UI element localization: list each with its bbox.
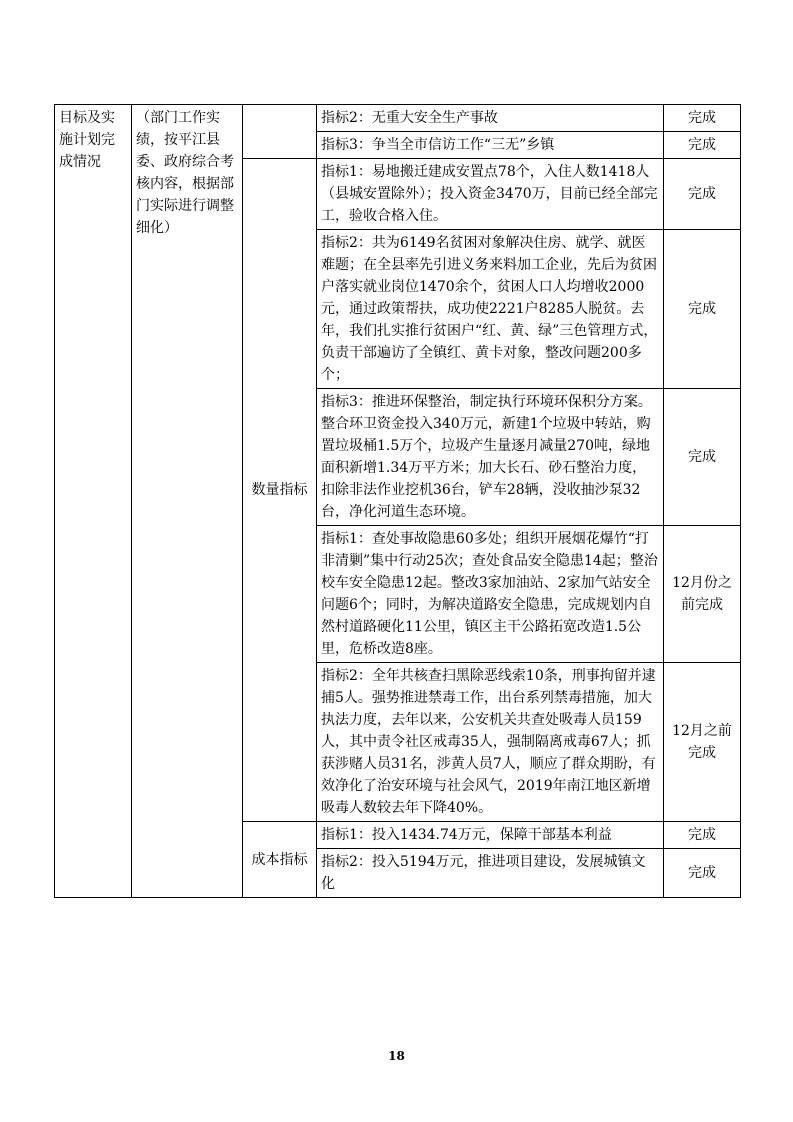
status-cell: 完成	[664, 822, 741, 849]
indicator-cell: 指标2：无重大安全生产事故	[317, 105, 664, 132]
status-cell: 完成	[664, 849, 741, 898]
indicator-cell: 指标1：易地搬迁建成安置点78个，入住人数1418人（县城安置除外）；投入资金3470万，目前已经全部完工，验收合格入住。	[317, 159, 664, 230]
indicator-cell: 指标3：争当全市信访工作“三无”乡镇	[317, 132, 664, 159]
status-cell: 12月份之前完成	[664, 526, 741, 663]
indicator-cell: 指标1：查处事故隐患60多处；组织开展烟花爆竹“打非清剿”集中行动25次；查处食品安全隐患14起；整治校车安全隐患12起。整改3家加油站、2家加气站安全问题6个；同时，为解决道路安全隐患，完成规划内自然村道路硬化11公里，镇区主干公路拓宽改造1.5公里，危桥改造8座。	[317, 526, 664, 663]
status-cell: 完成	[664, 105, 741, 132]
status-cell: 完成	[664, 230, 741, 389]
indicator-cell: 指标2：全年共核查扫黑除恶线索10条，刑事拘留并逮捕5人。强势推进禁毒工作，出台系列禁毒措施，加大执法力度，去年以来，公安机关共查处吸毒人员159人，其中责令社区戒毒35人，强制隔离戒毒67人；抓获涉赌人员31名，涉黄人员7人，顺应了群众期盼，有效净化了治安环境与社会风气，2019年南江地区新增吸毒人数较去年下降40%。	[317, 663, 664, 822]
section-label: 目标及实施计划完成情况	[55, 105, 132, 898]
status-cell: 12月之前完成	[664, 663, 741, 822]
indicator-cell: 指标3：推进环保整治，制定执行环境环保积分方案。整合环卫资金投入340万元，新建1个垃圾中转站，购置垃圾桶1.5万个，垃圾产生量逐月减量270吨，绿地面积新增1.34万平方米；加大长石、砂石整治力度，扣除非法作业挖机36台，铲车28辆，没收抽沙泵32台，净化河道生态环境。	[317, 389, 664, 526]
group-label-cost: 成本指标	[243, 822, 317, 898]
status-cell: 完成	[664, 389, 741, 526]
performance-table	[54, 104, 741, 898]
status-cell: 完成	[664, 132, 741, 159]
status-cell: 完成	[664, 159, 741, 230]
indicator-cell: 指标1：投入1434.74万元，保障干部基本利益	[317, 822, 664, 849]
group-label-quantity: 数量指标	[243, 159, 317, 822]
table-row	[55, 105, 741, 132]
indicator-cell: 指标2：共为6149名贫困对象解决住房、就学、就医难题；在全县率先引进义务来料加工企业，先后为贫困户落实就业岗位1470余个，贫困人口人均增收2000元，通过政策帮扶，成功使2221户8285人脱贫。去年，我们扎实推行贫困户“红、黄、绿”三色管理方式，负责干部遍访了全镇红、黄卡对象，整改问题200多个；	[317, 230, 664, 389]
indicator-cell: 指标2：投入5194万元，推进项目建设，发展城镇文化	[317, 849, 664, 898]
section-note: （部门工作实绩，按平江县委、政府综合考核内容，根据部门实际进行调整细化）	[132, 105, 243, 898]
page-number: 18	[388, 1049, 405, 1063]
group-label-empty	[243, 105, 317, 159]
